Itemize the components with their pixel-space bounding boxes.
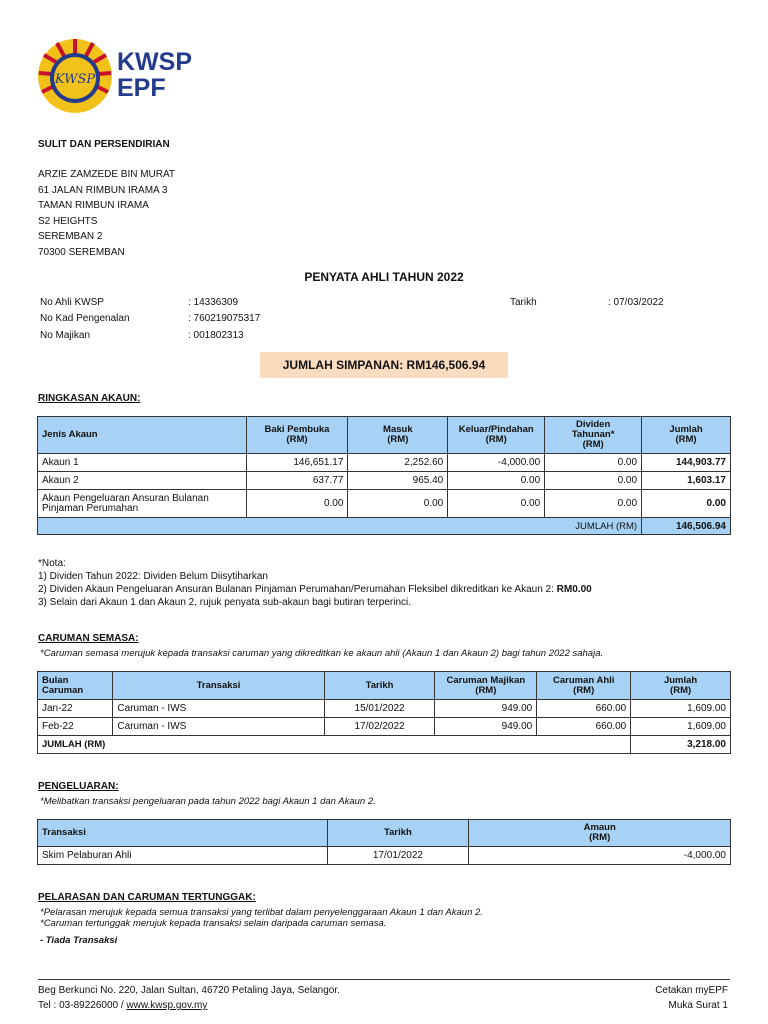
confidential-label: SULIT DAN PERSENDIRIAN bbox=[38, 139, 170, 150]
table-row: Akaun 1 146,651.17 2,252.60 -4,000.00 0.00 144,903.77 bbox=[38, 454, 731, 472]
notes: *Nota: 1) Dividen Tahun 2022: Dividen Belum Diisytiharkan 2) Dividen Akaun Pengeluaran Ansuran Bulanan Pinjaman Perumahan/Perumahan Fleksibel dikreditkan ke Akaun 2: RM0.00 3) Selain dari Akaun 1 dan Akaun 2, rujuk penyata sub-akaun bagi butiran terperinci. bbox=[38, 558, 592, 608]
col-in: Masuk (RM) bbox=[348, 417, 448, 454]
contributions-table bbox=[37, 671, 731, 754]
summary-header-row bbox=[38, 417, 731, 454]
date-value: : 07/03/2022 bbox=[608, 297, 664, 308]
withdrawals-header-row: Transaksi Tarikh Amaun (RM) bbox=[38, 820, 731, 847]
col-opening-balance: Baki Pembuka (RM) bbox=[246, 417, 348, 454]
withdrawals-note: *Melibatkan transaksi pengeluaran pada tahun 2022 bagi Akaun 1 dan Akaun 2. bbox=[40, 796, 376, 807]
summary-table bbox=[37, 416, 731, 535]
table-row: Akaun 2 637.77 965.40 0.00 0.00 1,603.17 bbox=[38, 472, 731, 490]
table-row: Akaun Pengeluaran Ansuran Bulanan Pinjaman Perumahan 0.00 0.00 0.00 0.00 0.00 bbox=[38, 490, 731, 518]
arrears-heading: PELARASAN DAN CARUMAN TERTUNGGAK: bbox=[38, 892, 256, 903]
kwsp-emblem-icon bbox=[37, 38, 115, 116]
footer-address: Beg Berkunci No. 220, Jalan Sultan, 46720 Petaling Jaya, Selangor. Tel : 03-89226000 / www.kwsp.gov.my bbox=[38, 985, 340, 1011]
member-no-value: : 14336309 bbox=[188, 297, 239, 308]
col-account-type: Jenis Akaun bbox=[38, 417, 247, 454]
contributions-header-row: Bulan Caruman Transaksi Tarikh Caruman Majikan (RM) Caruman Ahli (RM) Jumlah (RM) bbox=[38, 672, 731, 700]
ic-value: : 760219075317 bbox=[188, 313, 261, 324]
footer-page-info: Cetakan myEPF Muka Surat 1 bbox=[655, 985, 728, 1011]
no-transactions: - Tiada Transaksi bbox=[40, 935, 118, 946]
contributions-note: *Caruman semasa merujuk kepada transaksi caruman yang dikreditkan ke akaun ahli (Akaun 1 dan Akaun 2) bagi tahun 2022 sahaja. bbox=[40, 648, 604, 659]
employer-no-label: No Majikan bbox=[40, 330, 91, 341]
table-row: Jan-22 Caruman - IWS 15/01/2022 949.00 660.00 1,609.00 bbox=[38, 700, 731, 718]
date-label: Tarikh bbox=[510, 297, 537, 308]
table-row: Feb-22 Caruman - IWS 17/02/2022 949.00 660.00 1,609.00 bbox=[38, 718, 731, 736]
ic-label: No Kad Pengenalan bbox=[40, 313, 130, 324]
member-no-label: No Ahli KWSP bbox=[40, 297, 104, 308]
summary-heading: RINGKASAN AKAUN: bbox=[38, 393, 141, 404]
col-dividend: Dividen Tahunan* (RM) bbox=[545, 417, 642, 454]
contributions-heading: CARUMAN SEMASA: bbox=[38, 633, 139, 644]
withdrawals-table bbox=[37, 819, 731, 865]
statement-title: PENYATA AHLI TAHUN 2022 bbox=[304, 270, 464, 284]
col-total: Jumlah (RM) bbox=[642, 417, 731, 454]
col-out: Keluar/Pindahan (RM) bbox=[448, 417, 545, 454]
total-savings-banner: JUMLAH SIMPANAN: RM146,506.94 bbox=[260, 352, 508, 378]
withdrawals-heading: PENGELUARAN: bbox=[38, 781, 119, 792]
recipient-address: ARZIE ZAMZEDE BIN MURAT 61 JALAN RIMBUN IRAMA 3 TAMAN RIMBUN IRAMA S2 HEIGHTS SEREMBAN 2 70300 SEREMBAN bbox=[38, 169, 176, 258]
summary-total-row: JUMLAH (RM) 146,506.94 bbox=[38, 518, 731, 535]
svg-text:KWSP: KWSP bbox=[54, 72, 96, 87]
logo-wordmark: KWSP EPF bbox=[117, 48, 192, 102]
employer-no-value: : 001802313 bbox=[188, 330, 244, 341]
footer-divider bbox=[38, 979, 730, 980]
arrears-notes: *Pelarasan merujuk kepada semua transaksi yang terlibat dalam penyelenggaraan Akaun 1 dan Akaun 2. *Caruman tertunggak merujuk kepada transaksi selain daripada caruman semasa. bbox=[40, 907, 483, 929]
contributions-total-row: JUMLAH (RM) 3,218.00 bbox=[38, 736, 731, 754]
table-row: Skim Pelaburan Ahli 17/01/2022 -4,000.00 bbox=[38, 847, 731, 865]
website-link[interactable]: www.kwsp.gov.my bbox=[126, 1000, 208, 1011]
